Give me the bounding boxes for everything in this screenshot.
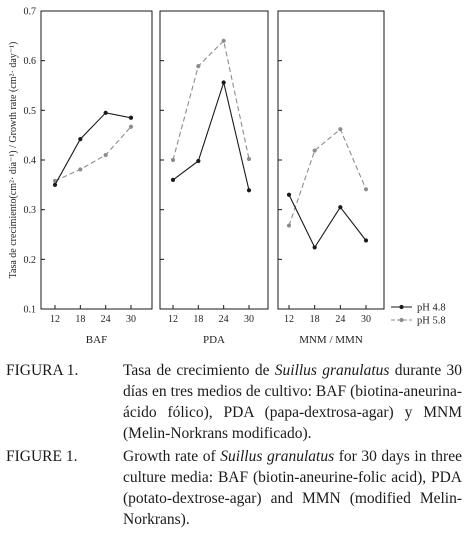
data-point bbox=[222, 39, 226, 43]
data-point bbox=[287, 223, 291, 227]
panel-frame bbox=[160, 11, 268, 309]
caption-label: FIGURE 1. bbox=[6, 448, 78, 465]
panel-frame bbox=[278, 11, 384, 309]
series-line bbox=[289, 195, 366, 248]
data-point bbox=[78, 137, 82, 141]
y-tick-label: 0.2 bbox=[23, 254, 36, 266]
x-tick-label: 30 bbox=[244, 314, 254, 325]
data-point bbox=[247, 157, 251, 161]
figure-captions bbox=[6, 360, 462, 532]
legend-marker bbox=[399, 305, 403, 309]
series-line bbox=[55, 127, 131, 181]
x-tick-label: 30 bbox=[361, 314, 371, 325]
data-point bbox=[196, 159, 200, 163]
caption-text: Tasa de crecimiento de Suillus granulatus durante 30 días en tres medios de cultivo: BAF (biotina-aneurina-ácido fólico), PDA (papa-dextrosa-agar) y MNM (Melin-Norkrans modificado). bbox=[123, 362, 462, 442]
x-tick-label: 24 bbox=[335, 314, 346, 325]
data-point bbox=[104, 111, 108, 115]
x-tick-label: 12 bbox=[284, 314, 294, 325]
panel-0 bbox=[41, 11, 152, 346]
y-tick-label: 0.1 bbox=[23, 304, 36, 316]
data-point bbox=[313, 245, 317, 249]
panel-label: BAF bbox=[85, 334, 108, 346]
x-tick-label: 18 bbox=[309, 314, 320, 325]
y-tick-label: 0.5 bbox=[23, 105, 36, 117]
y-axis-ticks bbox=[24, 7, 37, 316]
caption-text: Growth rate of Suillus granulatus for 30 days in three culture media: BAF (biotin-aneurine-folic acid), PDA (potato-dextrose-agar) and MMN (modified Melin-Norkrans). bbox=[123, 448, 462, 528]
series-line bbox=[55, 113, 131, 185]
x-tick-label: 18 bbox=[193, 314, 204, 325]
y-tick-label: 0.7 bbox=[23, 6, 36, 18]
data-point bbox=[247, 188, 251, 192]
data-point bbox=[364, 187, 368, 191]
data-point bbox=[129, 125, 133, 129]
panel-1 bbox=[160, 11, 268, 346]
data-point bbox=[364, 238, 368, 242]
x-tick-label: 24 bbox=[100, 314, 111, 325]
x-tick-label: 30 bbox=[126, 314, 136, 325]
data-point bbox=[78, 167, 82, 171]
species-name: Suillus granulatus bbox=[274, 362, 390, 379]
x-tick-label: 18 bbox=[75, 314, 86, 325]
x-tick-label: 12 bbox=[50, 314, 60, 325]
data-point bbox=[129, 116, 133, 120]
legend-label: pH 4.8 bbox=[417, 302, 446, 314]
data-point bbox=[53, 183, 57, 187]
caption bbox=[6, 446, 462, 530]
x-tick-label: 24 bbox=[218, 314, 229, 325]
legend-marker bbox=[399, 318, 403, 322]
species-name: Suillus granulatus bbox=[220, 448, 335, 465]
x-tick-label: 12 bbox=[168, 314, 178, 325]
legend bbox=[391, 303, 446, 327]
y-axis-label: Tasa de crecimiento(cm²· día⁻¹) / Growth rate (cm²· day⁻¹) bbox=[8, 41, 19, 279]
caption-label: FIGURA 1. bbox=[6, 362, 79, 379]
chart-panels bbox=[41, 11, 384, 346]
panel-frame bbox=[41, 11, 152, 309]
data-point bbox=[313, 148, 317, 152]
y-tick-label: 0.3 bbox=[23, 205, 36, 217]
legend-label: pH 5.8 bbox=[417, 315, 446, 327]
y-tick-label: 0.4 bbox=[23, 155, 36, 167]
series-line bbox=[289, 129, 366, 225]
panel-label: PDA bbox=[202, 334, 226, 346]
data-point bbox=[287, 193, 291, 197]
data-point bbox=[104, 153, 108, 157]
series-line bbox=[173, 83, 249, 191]
y-tick-label: 0.6 bbox=[23, 56, 36, 68]
panel-label: MNM / MMN bbox=[299, 334, 363, 346]
panel-2 bbox=[278, 11, 384, 346]
data-point bbox=[222, 80, 226, 84]
caption bbox=[6, 360, 462, 444]
data-point bbox=[171, 158, 175, 162]
data-point bbox=[338, 205, 342, 209]
data-point bbox=[338, 127, 342, 131]
data-point bbox=[171, 178, 175, 182]
data-point bbox=[196, 64, 200, 68]
